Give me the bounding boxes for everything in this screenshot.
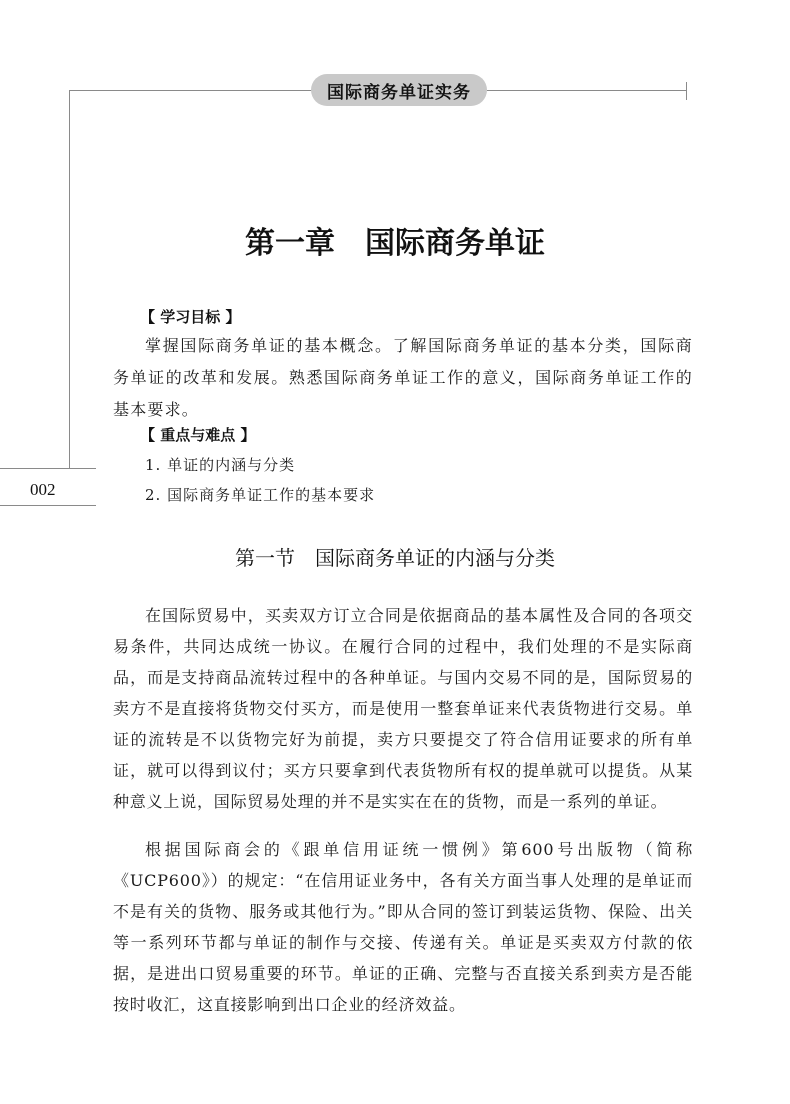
margin-rule-vertical	[69, 90, 70, 468]
key-point-item: 2. 国际商务单证工作的基本要求	[145, 486, 376, 504]
key-point-item: 1. 单证的内涵与分类	[145, 456, 296, 474]
body-paragraph: 根据国际商会的《跟单信用证统一惯例》第600号出版物（简称《UCP600》）的规定：“在信用证业务中，各有关方面当事人处理的是单证而不是有关的货物、服务或其他行为。”即从合同的签订到装运货物、保险、出关等一系列环节都与单证的制作与交接、传递有关。单证是买卖双方付款的依据，是进出口贸易重要的环节。单证的正确、完整与否直接关系到卖方是否能按时收汇，这直接影响到出口企业的经济效益。	[113, 840, 693, 1014]
page-number: 002	[30, 480, 56, 499]
section-title: 第一节 国际商务单证的内涵与分类	[235, 546, 555, 570]
page-number-rule-bottom	[0, 505, 96, 506]
header-rule-right	[487, 90, 687, 91]
page-number-rule-top	[0, 468, 96, 469]
chapter-title: 第一章 国际商务单证	[245, 226, 545, 261]
header-rule-right-tick	[686, 82, 687, 100]
running-header-title: 国际商务单证实务	[311, 74, 487, 106]
objectives-text: 掌握国际商务单证的基本概念。了解国际商务单证的基本分类，国际商务单证的改革和发展。熟悉国际商务单证工作的意义，国际商务单证工作的基本要求。	[113, 336, 693, 419]
objectives-heading: 【 学习目标 】	[140, 308, 241, 326]
body-paragraph: 在国际贸易中，买卖双方订立合同是依据商品的基本属性及合同的各项交易条件，共同达成统一协议。在履行合同的过程中，我们处理的不是实际商品，而是支持商品流转过程中的各种单证。与国内交易不同的是，国际贸易的卖方不是直接将货物交付买方，而是使用一整套单证来代表货物进行交易。单证的流转是不以货物完好为前提，卖方只要提交了符合信用证要求的所有单证，就可以得到议付；买方只要拿到代表货物所有权的提单就可以提货。从某种意义上说，国际贸易处理的并不是实实在在的货物，而是一系列的单证。	[113, 606, 693, 811]
header-rule-left	[69, 90, 312, 91]
key-points-heading: 【 重点与难点 】	[140, 426, 256, 444]
